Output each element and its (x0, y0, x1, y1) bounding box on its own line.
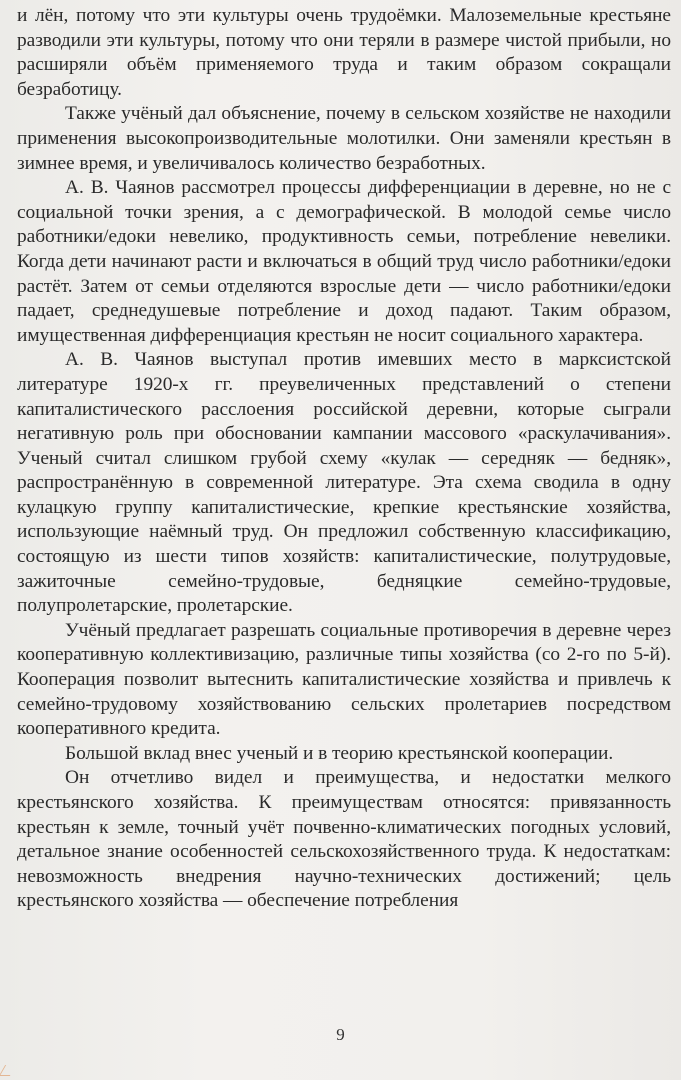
paragraph-cooperative-collectivization: Учёный предлагает разрешать социальные противоречия в деревне через кооперативную коллективизацию, различные типы хозяйства (со 2-го по 5-й). Кооперация позволит вытеснить капиталистические хозяйства и привлечь к семейно-трудовому хозяйствованию сельских пролетариев посредством кооперативного кредита. (17, 619, 671, 740)
paragraph-cooperation-theory: Большой вклад внес ученый и в теорию крестьянской кооперации. (65, 742, 614, 764)
paragraph-advantages: Он отчетливо видел и преимущества, и недостатки мелкого крестьянского хозяйства. К преимуществам относятся: привязанность крестьян к земле, точный учёт почвенно-климатических погодных условий, детальное знание особенностей сельскохозяйственного труда. К недостаткам: невозможность внедрения научно-технических достижений; цель крестьянского хозяйства — обеспечение потребления (17, 767, 671, 912)
paragraph-continuation: и лён, потому что эти культуры очень трудоёмки. Малоземельные крестьяне разводили эти культуры, потому что они теряли в размере чистой прибыли, но расширяли объём применяемого труда и таким образом сокращали безработицу. (17, 5, 671, 100)
paragraph-differentiation: А. В. Чаянов рассмотрел процессы дифференциации в деревне, но не с социальной точки зрения, а с демографической. В молодой семье число работники/едоки невелико, продуктивность семьи, потребление невелики. Когда дети начинают расти и включаться в общий труд число работники/едоки растёт. Затем от семьи отделяются взрослые дети — число работники/едоки падает, среднедушевые потребление и доход падают. Таким образом, имущественная дифференциация крестьян не носит социального характера. (17, 177, 671, 346)
paragraph-classification: А. В. Чаянов выступал против имевших место в марксистской литературе 1920-х гг. преувеличенных представлений о степени капиталистического расслоения российской деревни, которые сыграли негативную роль при обосновании кампании массового «раскулачивания». Ученый считал слишком грубой схему «кулак — середняк — бедняк», распространённую в современной литературе. Эта схема сводила в одну кулацкую группу капиталистические, крепкие крестьянские хозяйства, использующие наёмный труд. Он предложил собственную классификацию, состоящую из шести типов хозяйств: капиталистические, полутрудовые, зажиточные семейно-трудовые, бедняцкие семейно-трудовые, полупролетарские, пролетарские. (17, 349, 671, 617)
paragraph-threshers: Также учёный дал объяснение, почему в сельском хозяйстве не находили применения высокопроизводительные молотилки. Они заменяли крестьян в зимнее время, и увеличивалось количество безработных. (17, 103, 671, 174)
page-number: 9 (336, 1025, 345, 1044)
page-body-text (17, 4, 671, 914)
corner-scan-mark (0, 1065, 16, 1076)
